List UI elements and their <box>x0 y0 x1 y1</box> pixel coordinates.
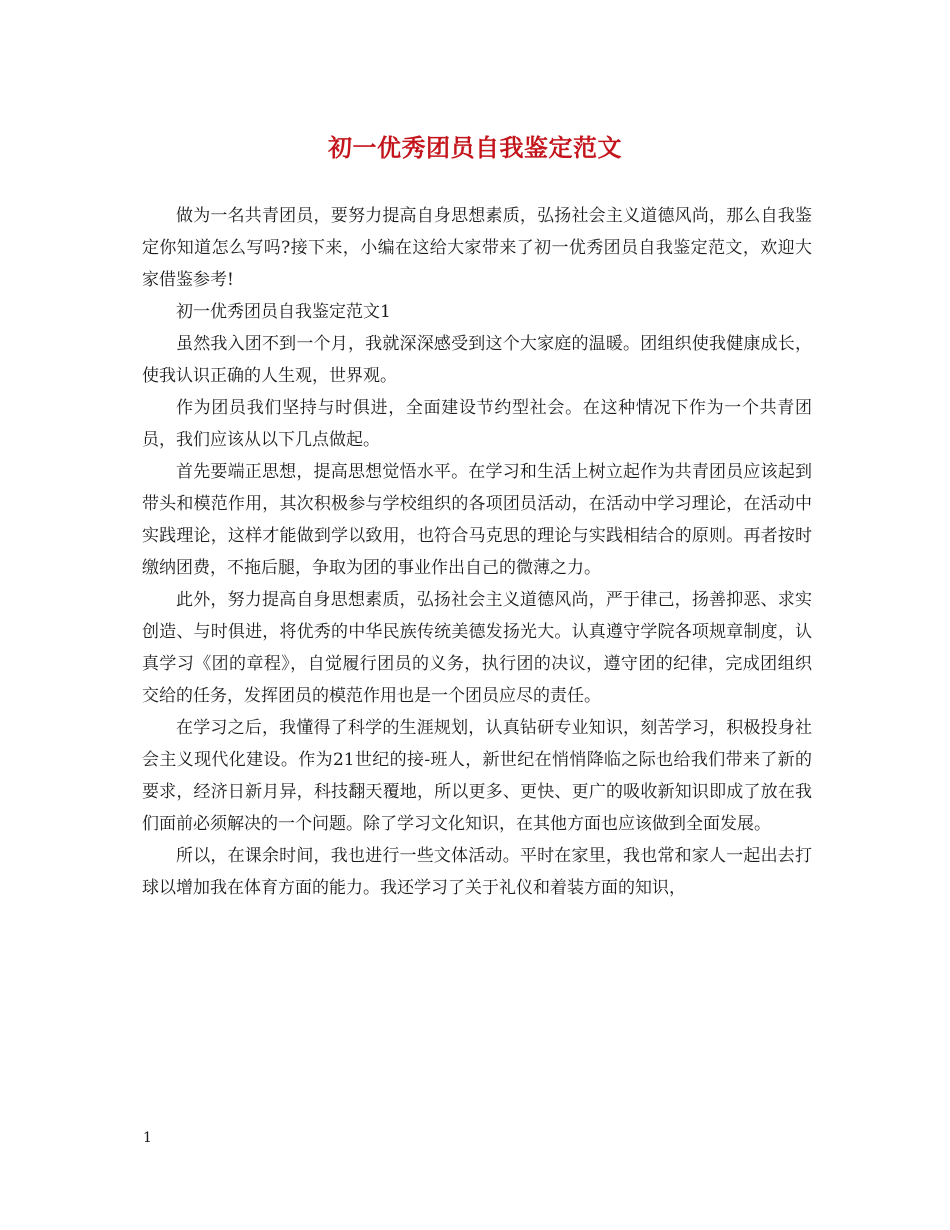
paragraph: 首先要端正思想，提高思想觉悟水平。在学习和生活上树立起作为共青团员应该起到带头和模范作用，其次积极参与学校组织的各项团员活动，在活动中学习理论，在活动中实践理论，这样才能做到学以致用，也符合马克思的理论与实践相结合的原则。再者按时缴纳团费，不拖后腿，争取为团的事业作出自己的微薄之力。 <box>142 462 812 578</box>
paragraph-intro: 做为一名共青团员，要努力提高自身思想素质，弘扬社会主义道德风尚，那么自我鉴定你知道怎么写吗?接下来，小编在这给大家带来了初一优秀团员自我鉴定范文，欢迎大家借鉴参考! <box>142 206 812 290</box>
paragraph-section-heading: 初一优秀团员自我鉴定范文1 <box>176 302 391 322</box>
paragraph: 所以，在课余时间，我也进行一些文体活动。平时在家里，我也常和家人一起出去打球以增加我在体育方面的能力。我还学习了关于礼仪和着装方面的知识， <box>142 846 812 898</box>
paragraph: 作为团员我们坚持与时俱进，全面建设节约型社会。在这种情况下作为一个共青团员，我们应该从以下几点做起。 <box>142 398 812 450</box>
document-body <box>142 200 812 904</box>
paragraph: 此外，努力提高自身思想素质，弘扬社会主义道德风尚，严于律己，扬善抑恶、求实创造、与时俱进，将优秀的中华民族传统美德发扬光大。认真遵守学院各项规章制度，认真学习《团的章程》，自觉履行团员的义务，执行团的决议，遵守团的纪律，完成团组织交给的任务，发挥团员的模范作用也是一个团员应尽的责任。 <box>142 590 812 706</box>
paragraph: 虽然我入团不到一个月，我就深深感受到这个大家庭的温暖。团组织使我健康成长，使我认识正确的人生观，世界观。 <box>142 334 812 386</box>
paragraph: 在学习之后，我懂得了科学的生涯规划，认真钻研专业知识，刻苦学习，积极投身社会主义现代化建设。作为21世纪的接-班人，新世纪在悄悄降临之际也给我们带来了新的要求，经济日新月异，科技翻天覆地，所以更多、更快、更广的吸收新知识即成了放在我们面前必须解决的一个问题。除了学习文化知识，在其他方面也应该做到全面发展。 <box>142 718 812 834</box>
document-title: 初一优秀团员自我鉴定范文 <box>328 133 622 162</box>
page-number: 1 <box>143 1130 152 1146</box>
